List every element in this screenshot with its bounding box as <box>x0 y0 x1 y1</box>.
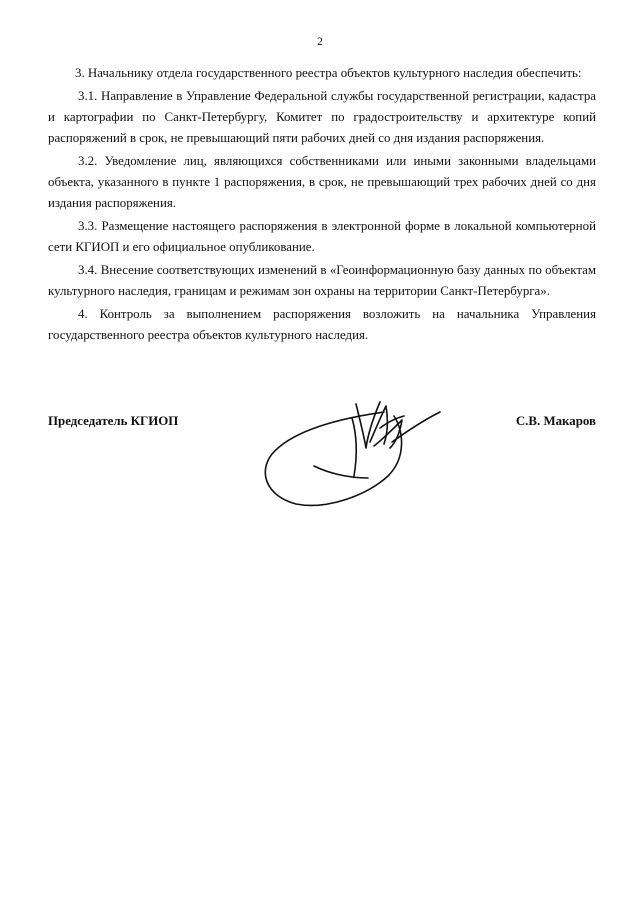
paragraph-3: 3. Начальнику отдела государственного реестра объектов культурного наследия обеспечить: <box>75 66 582 80</box>
signature-strokes <box>265 402 440 505</box>
paragraph-3-4: 3.4. Внесение соответствующих изменений в «Геоинформационную базу данных по объектам культурного наследия, границам и режимам зон охраны на территории Санкт-Петербурга». <box>48 263 596 299</box>
signer-name: С.В. Макаров <box>515 414 596 428</box>
signer-position: Председатель КГИОП <box>48 414 179 428</box>
paragraph-3-3: 3.3. Размещение настоящего распоряжения в электронной форме в локальной компьютерной сети КГИОП и его официальное опубликование. <box>48 219 596 255</box>
paragraph-4: 4. Контроль за выполнением распоряжения возложить на начальника Управления государственного реестра объектов культурного наследия. <box>48 307 596 343</box>
paragraph-3-1: 3.1. Направление в Управление Федеральной службы государственной регистрации, кадастра и картографии по Санкт-Петербургу, Комитет по градостроительству и архитектуре копий распоряжений в срок, не превышающий пяти рабочих дней со дня издания распоряжения. <box>48 88 596 146</box>
document-body <box>48 63 596 348</box>
handwritten-signature <box>256 392 456 522</box>
page-number: 2 <box>317 36 323 48</box>
paragraph-3-2: 3.2. Уведомление лиц, являющихся собственниками или иными законными владельцами объекта, указанного в пункте 1 распоряжения, в срок, не превышающий трех рабочих дней со дня издания распоряжения. <box>48 154 596 211</box>
